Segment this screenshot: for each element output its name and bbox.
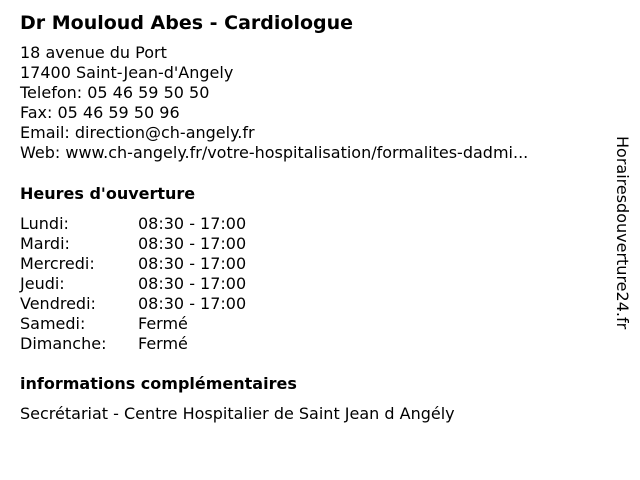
day-label: Mercredi: xyxy=(20,254,95,273)
hours-row-tuesday xyxy=(20,234,246,254)
day-label: Mardi: xyxy=(20,234,70,253)
additional-info-text: Secrétariat - Centre Hospitalier de Saint Jean d Angély xyxy=(20,404,455,423)
site-watermark: Horairesdouverture24.fr xyxy=(613,136,632,330)
day-label: Dimanche: xyxy=(20,334,107,353)
opening-hours-table xyxy=(20,214,246,354)
time-value: 08:30 - 17:00 xyxy=(138,234,247,253)
day-label: Lundi: xyxy=(20,214,69,233)
day-label: Jeudi: xyxy=(20,274,65,293)
address-city: 17400 Saint-Jean-d'Angely xyxy=(20,63,234,82)
time-value: 08:30 - 17:00 xyxy=(138,274,247,293)
time-value: 08:30 - 17:00 xyxy=(138,214,247,233)
time-value: 08:30 - 17:00 xyxy=(138,254,247,273)
website-url: Web: www.ch-angely.fr/votre-hospitalisation/formalites-dadmi... xyxy=(20,143,529,162)
hours-row-monday xyxy=(20,214,246,234)
time-value: 08:30 - 17:00 xyxy=(138,294,247,313)
hours-row-saturday xyxy=(20,314,246,334)
hours-row-wednesday xyxy=(20,254,246,274)
time-value: Fermé xyxy=(138,334,188,353)
hours-row-thursday xyxy=(20,274,246,294)
additional-info-heading: informations complémentaires xyxy=(20,374,297,393)
phone-number: Telefon: 05 46 59 50 50 xyxy=(20,83,210,102)
day-label: Vendredi: xyxy=(20,294,96,313)
page-title: Dr Mouloud Abes - Cardiologue xyxy=(20,12,354,34)
email-address: Email: direction@ch-angely.fr xyxy=(20,123,255,142)
hours-row-sunday xyxy=(20,334,246,354)
fax-number: Fax: 05 46 59 50 96 xyxy=(20,103,180,122)
time-value: Fermé xyxy=(138,314,188,333)
day-label: Samedi: xyxy=(20,314,86,333)
contact-block xyxy=(20,43,528,163)
hours-row-friday xyxy=(20,294,246,314)
address-street: 18 avenue du Port xyxy=(20,43,167,62)
opening-hours-heading: Heures d'ouverture xyxy=(20,184,196,203)
